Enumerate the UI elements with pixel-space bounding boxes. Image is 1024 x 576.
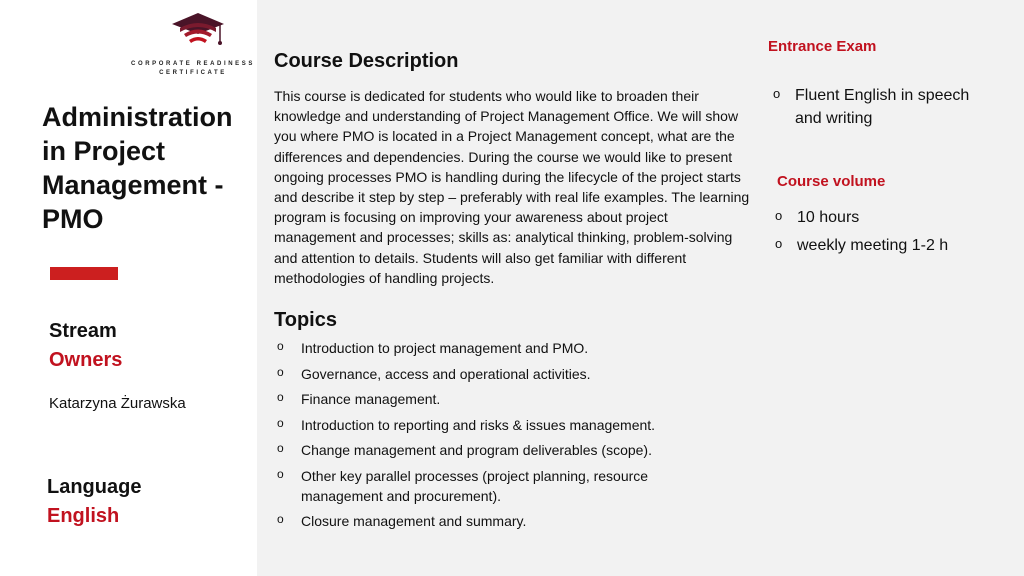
bullet-icon: o <box>277 390 284 404</box>
logo-wordmark <box>118 60 268 78</box>
topic-text: Change management and program deliverables (scope). <box>301 442 652 458</box>
stream-label: Stream <box>49 320 117 342</box>
course-volume-heading: Course volume <box>777 173 886 190</box>
bullet-icon: o <box>277 512 284 526</box>
description-heading: Course Description <box>274 50 459 72</box>
topics-heading: Topics <box>274 309 337 331</box>
bullet-icon: o <box>277 441 284 455</box>
language-label: Language <box>47 476 142 498</box>
topic-text: Other key parallel processes (project planning, resource management and procurement). <box>301 467 649 504</box>
course-volume-item: weekly meeting 1-2 h <box>797 237 949 254</box>
list-item <box>775 234 985 257</box>
course-volume-item: 10 hours <box>797 209 860 226</box>
entrance-exam-list <box>773 84 978 135</box>
list-item <box>775 206 985 229</box>
bullet-icon: o <box>277 466 284 481</box>
bullet-icon: o <box>773 86 781 101</box>
list-item <box>277 466 697 506</box>
topic-text: Introduction to project management and PMO. <box>301 340 589 356</box>
logo-line-2: CERTIFICATE <box>159 70 227 76</box>
list-item <box>773 84 978 130</box>
topics-list <box>277 338 697 537</box>
bullet-icon: o <box>775 208 783 223</box>
list-item <box>277 389 697 409</box>
course-volume-list <box>775 206 985 262</box>
bullet-icon: o <box>277 415 284 430</box>
language-value: English <box>47 505 120 527</box>
stream-value: Owners <box>49 349 123 371</box>
entrance-exam-heading: Entrance Exam <box>768 38 877 55</box>
list-item <box>277 338 697 358</box>
topic-text: Governance, access and operational activities. <box>301 365 591 382</box>
logo-line-1: CORPORATE READINESS <box>131 61 255 67</box>
accent-bar <box>50 267 118 280</box>
topic-text: Closure management and summary. <box>301 513 527 529</box>
list-item <box>277 511 697 531</box>
description-text: This course is dedicated for students who would like to broaden their knowledge and understanding of Project Management Office. We will show you where PMO is located in a Project Management concept, what are the differences and dependencies. During the course we would like to present ongoing processes PMO is handling during the lifecycle of the project starts and describe it step by step – preferably with real life examples. The learning program is focusing on improving your awareness about project management and processes; skills as: analytical thinking, problem-solving and attention to details. Students will also get familiar with different methodologies of handling projects. <box>274 88 750 286</box>
author-name: Katarzyna Żurawska <box>49 395 186 412</box>
bullet-icon: o <box>277 364 284 379</box>
course-title: Administration in Project Management - PMO <box>42 102 233 234</box>
graduation-cap-logo-icon <box>168 10 228 52</box>
list-item <box>277 364 697 384</box>
entrance-exam-item: Fluent English in speech and writing <box>795 87 970 127</box>
bullet-icon: o <box>277 339 284 353</box>
topic-text: Introduction to reporting and risks & issues management. <box>301 416 656 433</box>
list-item <box>277 415 697 435</box>
topic-text: Finance management. <box>301 391 441 407</box>
bullet-icon: o <box>775 236 783 251</box>
list-item <box>277 440 697 460</box>
